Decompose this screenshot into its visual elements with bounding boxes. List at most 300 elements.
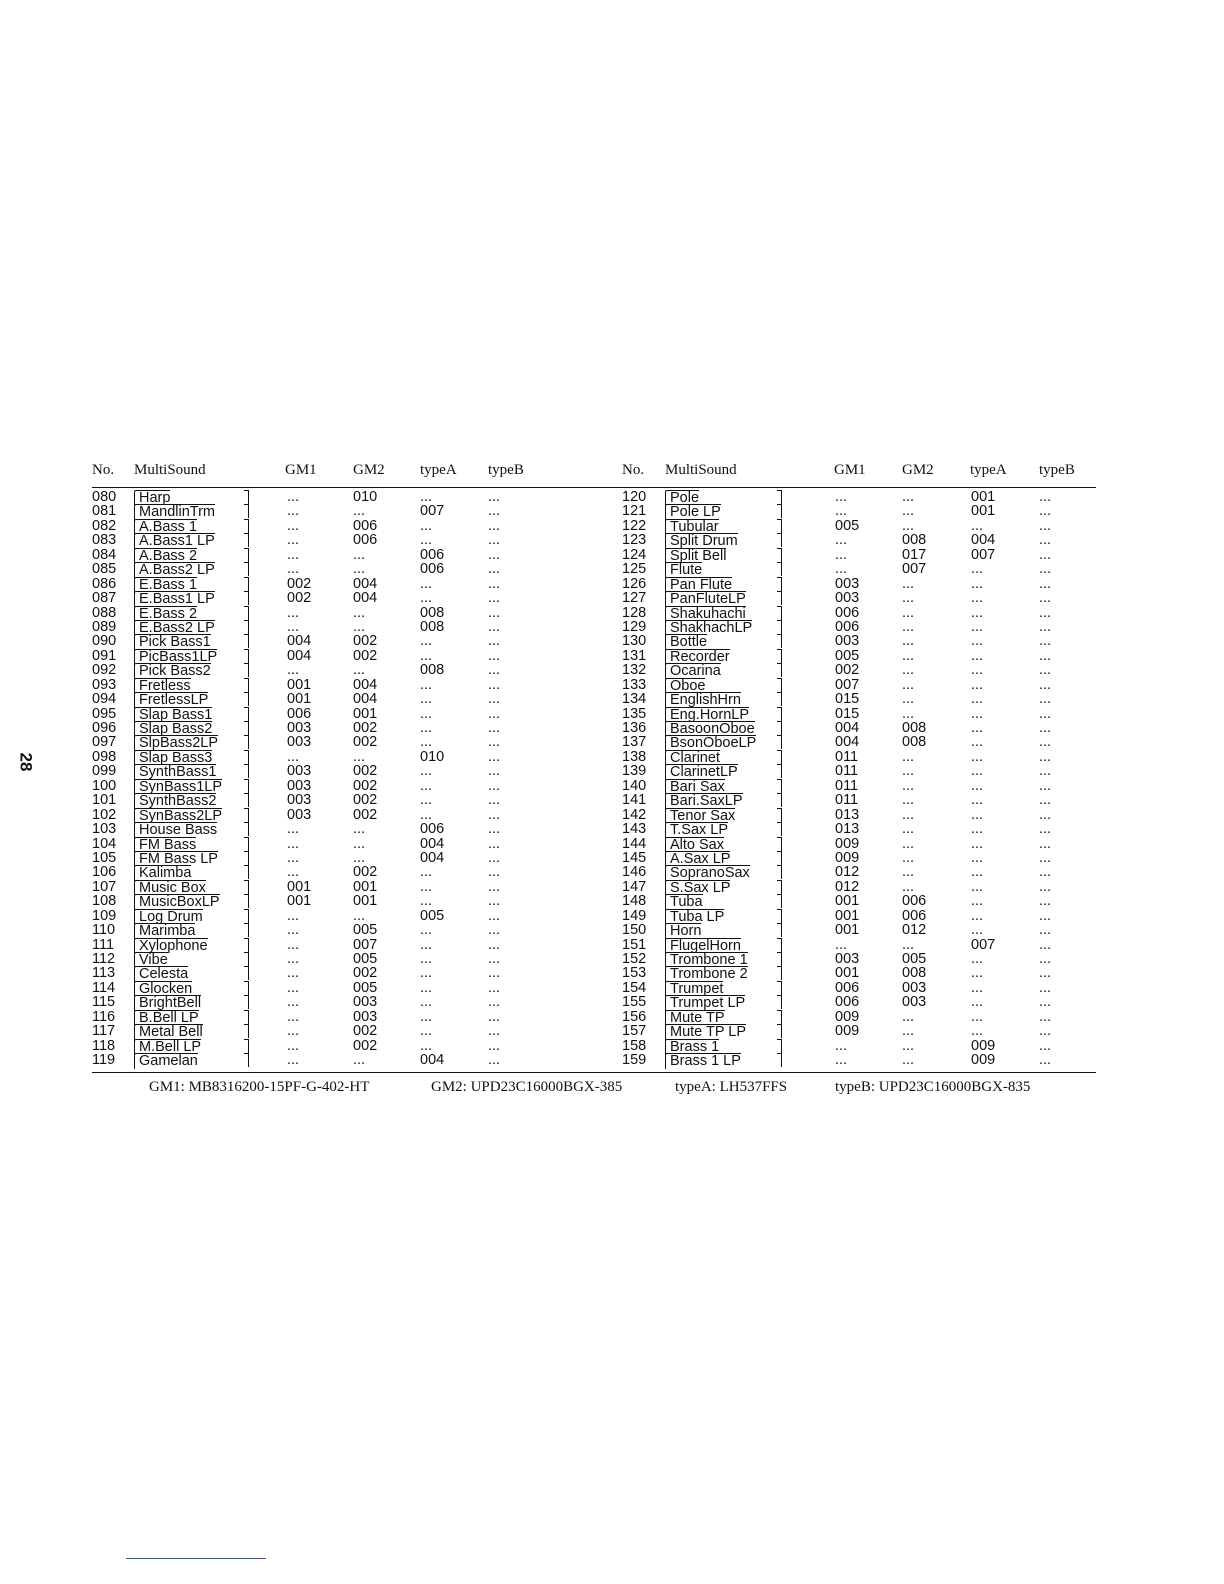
cell-typeb-left: ... xyxy=(488,575,501,592)
table-row xyxy=(92,821,1096,839)
cell-multisound-right: Bari.SaxLP xyxy=(665,793,743,808)
table-row xyxy=(92,922,1096,940)
cell-multisound-right: Oboe xyxy=(665,678,705,693)
cell-gm2-right: 006 xyxy=(902,893,927,910)
cell-typeb-left: ... xyxy=(488,489,501,505)
footnote-rule xyxy=(126,1558,266,1559)
cell-gm1-left: 004 xyxy=(287,647,312,664)
cell-gm2-right: 008 xyxy=(902,965,927,982)
legend-typeb: typeB: UPD23C16000BGX-835 xyxy=(835,1079,1031,1095)
table-row xyxy=(92,734,1096,752)
cell-no-right: 150 xyxy=(622,922,647,939)
cell-gm2-left: 002 xyxy=(353,806,378,823)
cell-gm2-left: ... xyxy=(353,821,366,838)
cell-no-right: 147 xyxy=(622,878,647,895)
bracket-close-right xyxy=(777,966,782,980)
cell-gm1-left: ... xyxy=(287,1037,300,1054)
bracket-close-right xyxy=(777,548,782,562)
bracket-close-left xyxy=(244,692,249,706)
cell-typeb-left: ... xyxy=(488,691,501,708)
cell-multisound-left: House Bass xyxy=(134,822,217,837)
header-typeb-right: typeB xyxy=(1039,462,1075,478)
cell-multisound-right: Ocarina xyxy=(665,663,721,678)
cell-typea-left: 004 xyxy=(420,1052,445,1069)
cell-gm2-left: 006 xyxy=(353,532,378,549)
cell-multisound-left: MusicBoxLP xyxy=(134,894,220,909)
cell-multisound-left: Music Box xyxy=(134,880,206,895)
cell-multisound-right: Bottle xyxy=(665,634,707,649)
cell-gm2-left: ... xyxy=(353,546,366,563)
cell-multisound-right: Trumpet xyxy=(665,981,723,996)
cell-typeb-right: ... xyxy=(1039,720,1052,736)
cell-no-left: 080 xyxy=(92,489,117,505)
cell-typeb-left: ... xyxy=(488,720,501,736)
cell-typeb-right: ... xyxy=(1039,994,1052,1011)
cell-gm2-right: ... xyxy=(902,1023,915,1040)
bracket-close-left xyxy=(244,721,249,735)
cell-no-left: 084 xyxy=(92,546,117,563)
cell-gm2-left: 002 xyxy=(353,777,378,794)
cell-typeb-left: ... xyxy=(488,951,501,967)
cell-no-right: 123 xyxy=(622,532,647,549)
cell-typea-left: ... xyxy=(420,1023,433,1040)
cell-typeb-right: ... xyxy=(1039,546,1052,563)
cell-no-right: 126 xyxy=(622,575,647,592)
cell-gm1-right: 007 xyxy=(835,676,860,693)
table-row xyxy=(92,864,1096,882)
cell-gm2-left: ... xyxy=(353,907,366,924)
cell-typea-right: ... xyxy=(971,821,984,838)
cell-multisound-right: Horn xyxy=(665,923,701,938)
cell-gm2-right: 008 xyxy=(902,532,927,549)
cell-gm1-left: ... xyxy=(287,951,300,967)
cell-no-right: 137 xyxy=(622,734,647,751)
cell-typeb-right: ... xyxy=(1039,532,1052,549)
cell-gm1-right: 009 xyxy=(835,1008,860,1025)
cell-gm1-right: 006 xyxy=(835,604,860,621)
cell-typeb-left: ... xyxy=(488,676,501,693)
bracket-close-right xyxy=(777,1010,782,1024)
cell-multisound-right: Brass 1 LP xyxy=(665,1053,741,1068)
header-gm2-left: GM2 xyxy=(353,462,385,478)
cell-no-right: 148 xyxy=(622,893,647,910)
cell-typea-right: ... xyxy=(971,720,984,736)
cell-gm1-right: 015 xyxy=(835,691,860,708)
cell-typeb-left: ... xyxy=(488,633,501,650)
cell-typea-right: ... xyxy=(971,878,984,895)
cell-typeb-right: ... xyxy=(1039,1023,1052,1040)
table-row xyxy=(92,994,1096,1012)
cell-no-left: 111 xyxy=(92,936,115,953)
bracket-close-right xyxy=(777,779,782,793)
cell-typea-left: ... xyxy=(420,705,433,722)
table-row xyxy=(92,606,1096,620)
table-row xyxy=(92,519,1096,533)
table-row xyxy=(92,620,1096,634)
cell-gm1-right: 002 xyxy=(835,662,860,679)
cell-typea-left: ... xyxy=(420,590,433,607)
cell-typeb-left: ... xyxy=(488,864,501,881)
cell-typea-left: ... xyxy=(420,864,433,881)
bracket-close-left xyxy=(244,533,249,547)
bracket-close-right xyxy=(777,851,782,865)
cell-multisound-right: Split Bell xyxy=(665,548,726,563)
cell-no-right: 140 xyxy=(622,777,647,794)
bracket-close-right xyxy=(777,735,782,749)
table-row xyxy=(92,503,1096,521)
cell-typeb-right: ... xyxy=(1039,489,1052,505)
cell-gm2-left: ... xyxy=(353,1052,366,1069)
bracket-close-right xyxy=(777,678,782,692)
cell-typea-right: ... xyxy=(971,806,984,823)
cell-gm1-right: 009 xyxy=(835,1023,860,1040)
cell-typea-left: 006 xyxy=(420,546,445,563)
cell-typeb-left: ... xyxy=(488,618,501,635)
cell-no-left: 114 xyxy=(92,979,116,996)
cell-multisound-right: Mute TP LP xyxy=(665,1024,746,1039)
cell-gm1-left: 001 xyxy=(287,691,312,708)
cell-gm1-right: 013 xyxy=(835,806,860,823)
cell-multisound-left: Xylophone xyxy=(134,938,208,953)
table-row xyxy=(92,707,1096,721)
cell-typeb-left: ... xyxy=(488,893,501,910)
bracket-close-left xyxy=(244,952,249,966)
cell-no-left: 083 xyxy=(92,532,117,549)
cell-typeb-left: ... xyxy=(488,777,501,794)
cell-typeb-left: ... xyxy=(488,546,501,563)
bracket-close-left xyxy=(244,764,249,778)
bracket-close-left xyxy=(244,577,249,591)
cell-gm1-left: 001 xyxy=(287,878,312,895)
cell-gm2-right: 008 xyxy=(902,734,927,751)
cell-typea-right: ... xyxy=(971,676,984,693)
cell-multisound-left: Marimba xyxy=(134,923,195,938)
table-row xyxy=(92,577,1096,591)
cell-no-left: 119 xyxy=(92,1052,116,1069)
cell-typea-left: ... xyxy=(420,979,433,996)
page-number: 28 xyxy=(16,752,36,772)
cell-typea-left: ... xyxy=(420,922,433,939)
table-row xyxy=(92,490,1096,504)
cell-gm2-left: 007 xyxy=(353,936,378,953)
cell-no-right: 145 xyxy=(622,849,647,866)
cell-gm2-right: 003 xyxy=(902,994,927,1011)
cell-typea-right: ... xyxy=(971,835,984,852)
cell-no-left: 104 xyxy=(92,835,117,852)
cell-gm1-left: ... xyxy=(287,835,300,852)
cell-gm1-right: 006 xyxy=(835,618,860,635)
cell-typeb-right: ... xyxy=(1039,1008,1052,1025)
table-row xyxy=(92,548,1096,562)
cell-multisound-left: A.Bass 2 xyxy=(134,548,197,563)
cell-no-right: 157 xyxy=(622,1023,647,1040)
cell-typeb-left: ... xyxy=(488,994,501,1011)
cell-multisound-left: Vibe xyxy=(134,952,168,967)
cell-typea-left: ... xyxy=(420,893,433,910)
cell-no-right: 132 xyxy=(622,662,647,679)
cell-typea-right: ... xyxy=(971,1023,984,1040)
cell-typea-right: ... xyxy=(971,777,984,794)
cell-gm2-left: ... xyxy=(353,662,366,679)
cell-multisound-left: SynBass1LP xyxy=(134,779,222,794)
cell-no-right: 155 xyxy=(622,994,647,1011)
cell-typeb-left: ... xyxy=(488,662,501,679)
table-row xyxy=(92,561,1096,579)
header-gm1-right: GM1 xyxy=(834,462,866,478)
cell-gm1-left: ... xyxy=(287,503,300,520)
cell-gm2-right: ... xyxy=(902,705,915,722)
cell-gm1-left: ... xyxy=(287,489,300,505)
cell-no-left: 090 xyxy=(92,633,117,650)
cell-typeb-left: ... xyxy=(488,734,501,751)
cell-typeb-right: ... xyxy=(1039,936,1052,953)
bracket-close-right xyxy=(777,707,782,721)
cell-multisound-right: Trumpet LP xyxy=(665,995,745,1010)
cell-typeb-left: ... xyxy=(488,647,501,664)
cell-gm2-right: ... xyxy=(902,835,915,852)
cell-multisound-right: Tubular xyxy=(665,519,719,534)
table-row xyxy=(92,893,1096,911)
header-typea-left: typeA xyxy=(420,462,457,478)
bracket-close-left xyxy=(244,707,249,721)
cell-typea-left: 006 xyxy=(420,561,445,578)
table-row xyxy=(92,1010,1096,1024)
table-row xyxy=(92,981,1096,995)
cell-typeb-left: ... xyxy=(488,590,501,607)
cell-gm1-left: 003 xyxy=(287,792,312,809)
cell-typea-left: 005 xyxy=(420,907,445,924)
header-multisound-right: MultiSound xyxy=(665,462,737,478)
cell-gm1-left: 003 xyxy=(287,806,312,823)
cell-no-right: 125 xyxy=(622,561,647,578)
cell-typea-right: ... xyxy=(971,1008,984,1025)
cell-no-right: 138 xyxy=(622,748,647,765)
cell-multisound-left: E.Bass2 LP xyxy=(134,620,215,635)
cell-typea-right: ... xyxy=(971,907,984,924)
table-body xyxy=(92,490,1096,1068)
cell-typea-left: ... xyxy=(420,691,433,708)
cell-typea-right: ... xyxy=(971,864,984,881)
cell-no-right: 156 xyxy=(622,1008,647,1025)
bracket-close-right xyxy=(777,490,782,504)
cell-multisound-left: BrightBell xyxy=(134,995,201,1010)
cell-gm1-left: 001 xyxy=(287,893,312,910)
bracket-close-right xyxy=(777,938,782,952)
cell-gm2-left: 004 xyxy=(353,691,378,708)
bracket-close-left xyxy=(244,808,249,822)
cell-gm1-left: ... xyxy=(287,849,300,866)
bracket-close-right xyxy=(777,620,782,634)
bracket-close-right xyxy=(777,865,782,879)
cell-gm2-right: ... xyxy=(902,792,915,809)
cell-no-left: 103 xyxy=(92,821,117,838)
cell-gm1-left: 002 xyxy=(287,590,312,607)
cell-no-right: 139 xyxy=(622,763,647,780)
cell-typeb-left: ... xyxy=(488,604,501,621)
cell-typea-right: 001 xyxy=(971,503,996,520)
cell-gm2-right: ... xyxy=(902,647,915,664)
cell-typea-right: ... xyxy=(971,893,984,910)
cell-typeb-right: ... xyxy=(1039,662,1052,679)
bracket-close-right xyxy=(777,504,782,518)
header-gm1-left: GM1 xyxy=(285,462,317,478)
bracket-close-right xyxy=(777,634,782,648)
bracket-close-left xyxy=(244,678,249,692)
cell-gm1-right: 009 xyxy=(835,849,860,866)
cell-gm1-left: ... xyxy=(287,965,300,982)
bracket-close-right xyxy=(777,663,782,677)
cell-multisound-left: FretlessLP xyxy=(134,692,208,707)
cell-typeb-left: ... xyxy=(488,849,501,866)
bracket-close-right xyxy=(777,533,782,547)
cell-typeb-right: ... xyxy=(1039,590,1052,607)
cell-gm2-right: 006 xyxy=(902,907,927,924)
table-row xyxy=(92,763,1096,781)
cell-gm2-right: ... xyxy=(902,1052,915,1069)
bracket-close-left xyxy=(244,880,249,894)
cell-gm1-right: 005 xyxy=(835,517,860,534)
cell-gm2-right: ... xyxy=(902,864,915,881)
cell-no-right: 144 xyxy=(622,835,647,852)
multisound-table xyxy=(92,458,1096,1070)
cell-typeb-right: ... xyxy=(1039,821,1052,838)
cell-typea-left: ... xyxy=(420,763,433,780)
cell-gm1-left: ... xyxy=(287,532,300,549)
table-row xyxy=(92,721,1096,735)
cell-multisound-right: Alto Sax xyxy=(665,837,724,852)
table-row xyxy=(92,750,1096,764)
table-row xyxy=(92,779,1096,793)
cell-typea-left: ... xyxy=(420,676,433,693)
cell-gm1-left: 002 xyxy=(287,575,312,592)
cell-gm2-left: 002 xyxy=(353,720,378,736)
bracket-close-left xyxy=(244,779,249,793)
bracket-close-left xyxy=(244,634,249,648)
bracket-close-right xyxy=(777,837,782,851)
cell-gm1-left: 003 xyxy=(287,777,312,794)
cell-multisound-right: A.Sax LP xyxy=(665,851,730,866)
bracket-close-right xyxy=(777,808,782,822)
bracket-close-right xyxy=(777,894,782,908)
bracket-close-left xyxy=(244,995,249,1009)
cell-gm2-right: ... xyxy=(902,691,915,708)
cell-no-left: 095 xyxy=(92,705,117,722)
cell-gm1-right: 001 xyxy=(835,907,860,924)
cell-no-right: 134 xyxy=(622,691,647,708)
cell-typeb-left: ... xyxy=(488,806,501,823)
cell-gm2-right: ... xyxy=(902,878,915,895)
legend-typea: typeA: LH537FFS xyxy=(675,1079,788,1095)
cell-gm1-right: 011 xyxy=(835,792,859,809)
cell-typeb-right: ... xyxy=(1039,1052,1052,1069)
cell-typea-right: ... xyxy=(971,979,984,996)
cell-gm2-left: 002 xyxy=(353,1023,378,1040)
cell-gm2-left: 005 xyxy=(353,979,378,996)
cell-no-right: 151 xyxy=(622,936,647,953)
cell-no-left: 085 xyxy=(92,561,117,578)
cell-multisound-right: ShakhachLP xyxy=(665,620,752,635)
bracket-close-left xyxy=(244,735,249,749)
cell-multisound-right: Trombone 2 xyxy=(665,966,748,981)
cell-typeb-right: ... xyxy=(1039,893,1052,910)
cell-no-left: 108 xyxy=(92,893,117,910)
top-rule xyxy=(92,487,1096,488)
table-header xyxy=(92,458,1096,488)
bracket-close-right xyxy=(777,909,782,923)
cell-typea-left: ... xyxy=(420,965,433,982)
cell-no-left: 081 xyxy=(92,503,117,520)
cell-typea-left: ... xyxy=(420,720,433,736)
cell-gm1-right: ... xyxy=(835,1037,848,1054)
cell-gm2-right: 008 xyxy=(902,720,927,736)
cell-gm2-right: ... xyxy=(902,489,915,505)
cell-gm2-right: 012 xyxy=(902,922,927,939)
cell-gm1-right: 011 xyxy=(835,777,859,794)
cell-multisound-left: Pick Bass1 xyxy=(134,634,211,649)
cell-gm1-right: ... xyxy=(835,489,848,505)
table-row xyxy=(92,1039,1096,1053)
cell-multisound-right: Tuba LP xyxy=(665,909,724,924)
cell-gm2-left: 002 xyxy=(353,763,378,780)
cell-typeb-right: ... xyxy=(1039,951,1052,967)
cell-gm2-right: ... xyxy=(902,503,915,520)
cell-gm1-left: ... xyxy=(287,748,300,765)
cell-typea-left: 008 xyxy=(420,662,445,679)
cell-typea-right: 001 xyxy=(971,489,996,505)
cell-multisound-left: MandlinTrm xyxy=(134,504,215,519)
bottom-rule xyxy=(92,1072,1096,1073)
cell-gm2-right: ... xyxy=(902,662,915,679)
cell-multisound-left: SynthBass1 xyxy=(134,764,216,779)
cell-no-right: 135 xyxy=(622,705,647,722)
cell-no-left: 112 xyxy=(92,951,116,967)
cell-no-right: 142 xyxy=(622,806,647,823)
cell-gm1-right: ... xyxy=(835,532,848,549)
cell-multisound-right: Pole LP xyxy=(665,504,721,519)
cell-typeb-left: ... xyxy=(488,792,501,809)
cell-gm1-left: ... xyxy=(287,1008,300,1025)
cell-gm2-left: 002 xyxy=(353,864,378,881)
cell-gm1-right: 004 xyxy=(835,720,860,736)
cell-multisound-right: BsonOboeLP xyxy=(665,735,756,750)
bracket-close-right xyxy=(777,995,782,1009)
cell-typea-right: ... xyxy=(971,633,984,650)
cell-multisound-right: Eng.HornLP xyxy=(665,707,749,722)
cell-typea-left: ... xyxy=(420,777,433,794)
cell-typeb-right: ... xyxy=(1039,691,1052,708)
cell-no-left: 101 xyxy=(92,792,117,809)
cell-gm1-right: 011 xyxy=(835,763,859,780)
bracket-close-left xyxy=(244,620,249,634)
cell-typea-left: ... xyxy=(420,792,433,809)
cell-gm1-left: 003 xyxy=(287,763,312,780)
bracket-close-left xyxy=(244,649,249,663)
header-no-left: No. xyxy=(92,462,115,478)
cell-multisound-left: E.Bass 1 xyxy=(134,577,197,592)
cell-typea-right: ... xyxy=(971,763,984,780)
cell-no-right: 133 xyxy=(622,676,647,693)
cell-multisound-right: Pan Flute xyxy=(665,577,732,592)
cell-no-left: 115 xyxy=(92,994,116,1011)
cell-typeb-right: ... xyxy=(1039,748,1052,765)
cell-typea-left: ... xyxy=(420,951,433,967)
bracket-close-right xyxy=(777,793,782,807)
cell-gm1-left: ... xyxy=(287,864,300,881)
cell-gm2-left: 001 xyxy=(353,893,378,910)
cell-gm2-right: ... xyxy=(902,806,915,823)
cell-multisound-left: M.Bell LP xyxy=(134,1039,201,1054)
cell-typeb-left: ... xyxy=(488,517,501,534)
